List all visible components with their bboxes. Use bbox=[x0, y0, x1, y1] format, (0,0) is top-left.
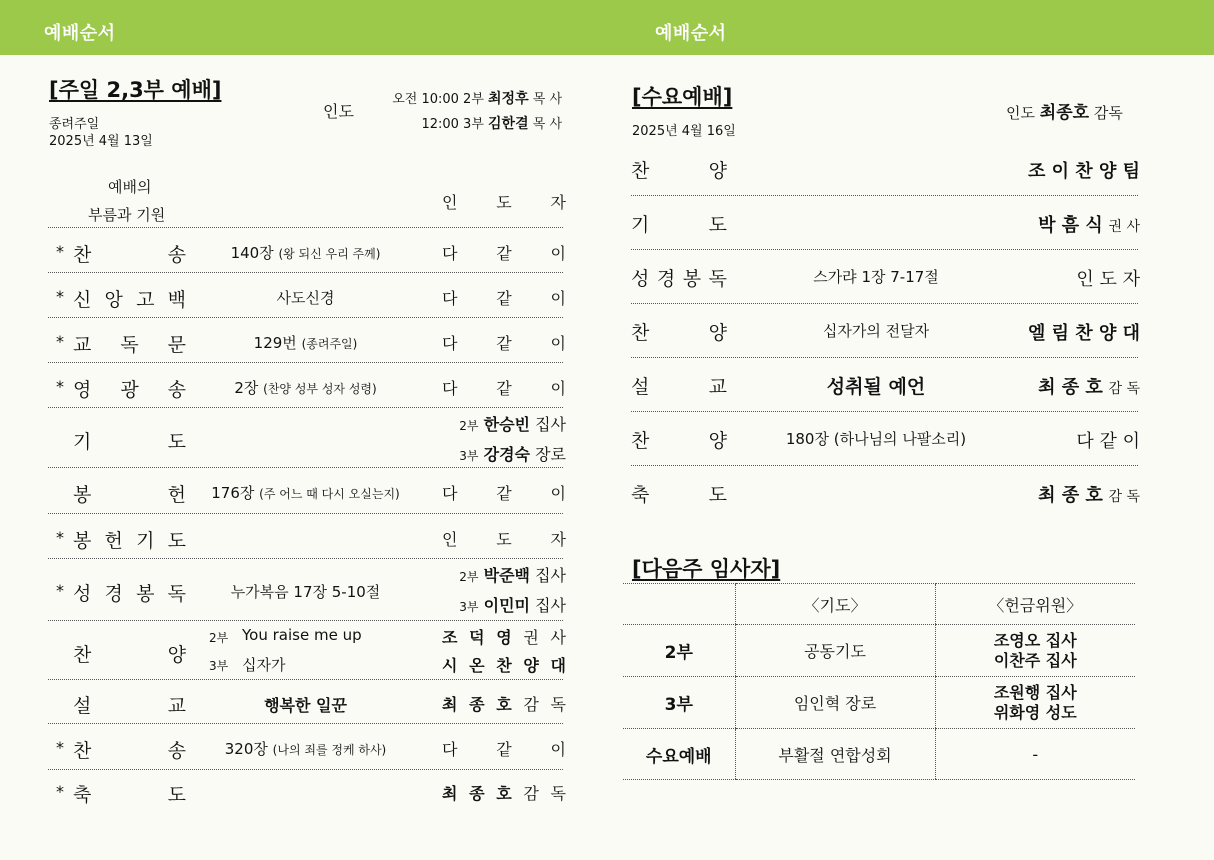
list-item bbox=[48, 229, 566, 273]
item-name: 찬 송 bbox=[73, 740, 186, 762]
item-leader: 조 이 찬 양 팀 bbox=[1027, 161, 1140, 182]
left-header-title: 예배순서 bbox=[44, 23, 116, 44]
wednesday-title: [수요예배] bbox=[632, 85, 733, 109]
standing-mark: * bbox=[56, 738, 64, 757]
item-leader: 인 도 자 bbox=[1076, 269, 1140, 290]
table-row: 3부 임인혁 장로 조원행 집사 위화영 성도 bbox=[623, 677, 1135, 729]
item-leader: 다 같 이 bbox=[442, 740, 566, 759]
leader-line-2: 12:00 3부 김한결 목 사 bbox=[421, 116, 562, 132]
item-name: 영 광 송 bbox=[73, 378, 186, 401]
item-name: 교 독 문 bbox=[73, 333, 186, 356]
item-leader: 인 도 자 bbox=[442, 529, 566, 549]
item-content: 176장 (주 어느 때 다시 오실는지) bbox=[211, 484, 400, 502]
list-item bbox=[48, 408, 566, 468]
item-leader: 다 같 이 bbox=[442, 333, 566, 353]
table-row: 수요예배 부활절 연합성회 - bbox=[623, 729, 1135, 780]
call-to-worship-row: 예배의 부름과 기원 인 도 자 bbox=[48, 170, 563, 228]
top-banner bbox=[0, 0, 1214, 55]
table-row: 2부 공동기도 조영오 집사 이찬주 집사 bbox=[623, 625, 1135, 677]
item-content: 180장 (하나님의 나팔소리) bbox=[785, 430, 967, 448]
choir-name: 조 덕 영 권 사 bbox=[442, 628, 566, 647]
standing-mark: * bbox=[56, 376, 64, 396]
item-leader: 최 종 호 감 독 bbox=[442, 784, 566, 803]
item-name: 찬 양 bbox=[73, 643, 186, 666]
item-name: 성 경 봉 독 bbox=[73, 583, 186, 605]
item-name: 찬 양 bbox=[631, 322, 727, 344]
item-name: 성 경 봉 독 bbox=[631, 268, 727, 290]
list-item bbox=[631, 196, 1138, 250]
item-content: 140장 (왕 되신 우리 주께) bbox=[230, 244, 381, 262]
item-content: 누가복음 17장 5-10절 bbox=[230, 583, 381, 601]
item-content: 2장 (찬양 성부 성자 성령) bbox=[234, 378, 377, 397]
item-leader: 3부 강경숙 장로 bbox=[459, 445, 566, 464]
wednesday-leader: 인도 최종호 감독 bbox=[1006, 103, 1123, 123]
list-item bbox=[48, 680, 566, 724]
item-content: 사도신경 bbox=[276, 288, 335, 307]
item-name: 찬 양 bbox=[631, 430, 727, 452]
item-name: 축 도 bbox=[631, 484, 727, 506]
item-leader: 엘 림 찬 양 대 bbox=[1027, 323, 1140, 344]
list-item bbox=[631, 250, 1138, 304]
list-item: 찬 양 2부 You raise me up 3부 십자가 조 덕 영 권 사 시 온 찬 양 대 bbox=[48, 621, 563, 680]
item-leader: 최 종 호 감 독 bbox=[1038, 377, 1140, 398]
item-leader: 최 종 호 감 독 bbox=[1038, 485, 1140, 506]
item-content: 성취될 예언 bbox=[826, 376, 926, 398]
list-item bbox=[48, 363, 566, 408]
item-leader: 다 같 이 bbox=[442, 484, 566, 503]
wednesday-date: 2025년 4월 16일 bbox=[632, 124, 736, 139]
item-name: 찬 송 bbox=[73, 244, 186, 266]
item-leader: 다 같 이 bbox=[442, 378, 566, 398]
list-item bbox=[48, 770, 566, 812]
list-item bbox=[48, 468, 566, 514]
item-leader: 다 같 이 bbox=[1076, 431, 1140, 452]
list-item bbox=[631, 304, 1138, 358]
list-item bbox=[631, 358, 1138, 412]
item-name: 봉 헌 기 도 bbox=[73, 529, 186, 552]
leader-line-1: 오전 10:00 2부 최정후 목 사 bbox=[392, 91, 562, 107]
list-item bbox=[631, 412, 1138, 466]
standing-mark: * bbox=[56, 242, 64, 261]
right-header-title: 예배순서 bbox=[655, 23, 727, 44]
choir-name: 시 온 찬 양 대 bbox=[442, 656, 566, 675]
item-content: 129번 (종려주일) bbox=[253, 333, 358, 352]
item-name: 축 도 bbox=[73, 784, 186, 806]
standing-mark: * bbox=[56, 581, 64, 600]
item-name: 찬 양 bbox=[631, 160, 727, 182]
list-item bbox=[48, 273, 566, 318]
item-content: 스가랴 1장 7-17절 bbox=[813, 268, 939, 286]
next-week-title: [다음주 임사자] bbox=[632, 557, 781, 581]
sunday-date: 2025년 4월 13일 bbox=[49, 134, 153, 149]
leader-label: 인도 bbox=[323, 102, 354, 121]
list-item bbox=[48, 318, 566, 363]
item-leader: 2부 박준백 집사 bbox=[459, 566, 566, 585]
item-name: 봉 헌 bbox=[73, 484, 186, 506]
item-name: 설 교 bbox=[631, 376, 727, 398]
item-name: 설 교 bbox=[73, 695, 186, 717]
list-item bbox=[48, 514, 566, 559]
item-leader: 다 같 이 bbox=[442, 288, 566, 308]
sunday-title: [주일 2,3부 예배] bbox=[49, 78, 222, 102]
standing-mark: * bbox=[56, 286, 64, 306]
item-content: 십자가의 전달자 bbox=[822, 322, 930, 340]
item-content: 320장 (나의 죄를 정케 하사) bbox=[224, 740, 387, 758]
item-name: 기 도 bbox=[631, 214, 727, 236]
list-item bbox=[631, 142, 1138, 196]
item-leader: 박 흠 식 권 사 bbox=[1038, 215, 1140, 236]
next-week-table bbox=[623, 583, 1135, 780]
item-leader: 3부 이민미 집사 bbox=[459, 596, 566, 615]
sunday-occasion: 종려주일 bbox=[49, 117, 100, 132]
list-item bbox=[48, 559, 566, 621]
item-name: 신 앙 고 백 bbox=[73, 288, 186, 311]
next-week-header-row: 〈기도〉 〈헌금위원〉 bbox=[623, 584, 1135, 625]
standing-mark: * bbox=[56, 527, 64, 547]
standing-mark: * bbox=[56, 782, 64, 801]
list-item bbox=[631, 466, 1138, 520]
item-content: 행복한 일꾼 bbox=[264, 696, 347, 715]
item-leader: 최 종 호 감 독 bbox=[442, 695, 566, 714]
item-leader: 2부 한승빈 집사 bbox=[459, 415, 566, 434]
list-item bbox=[48, 724, 566, 770]
standing-mark: * bbox=[56, 331, 64, 351]
item-name: 기 도 bbox=[73, 431, 186, 453]
item-leader: 다 같 이 bbox=[442, 244, 566, 263]
